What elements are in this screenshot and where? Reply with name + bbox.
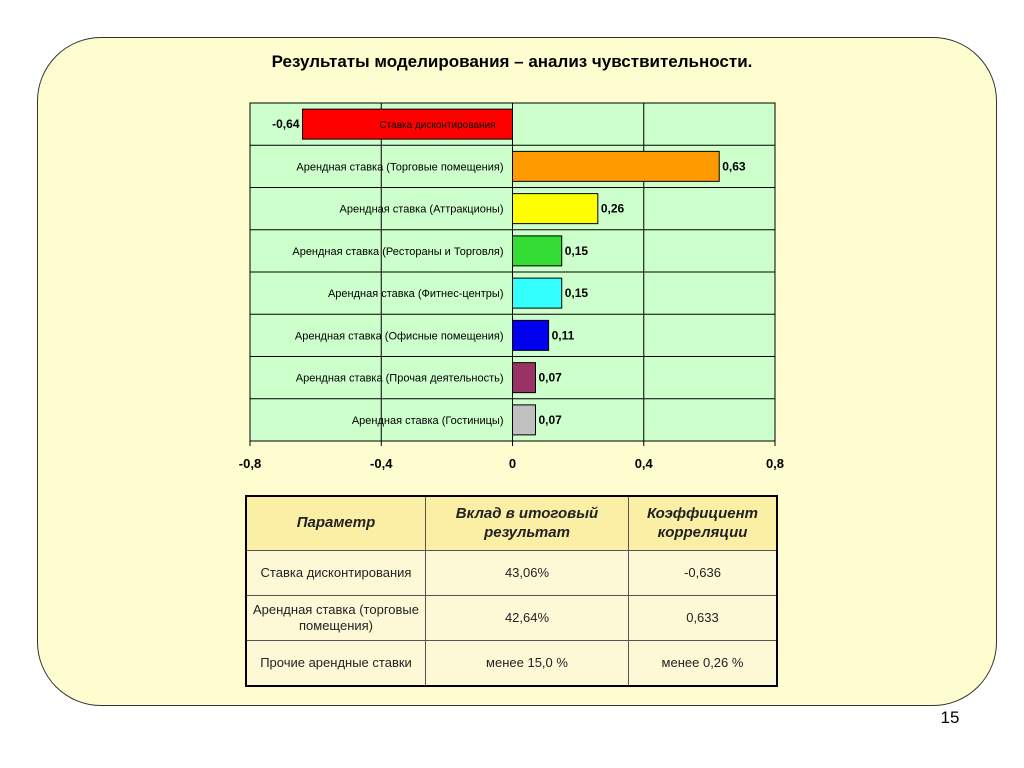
value-label: 0,07 bbox=[538, 412, 562, 427]
slide-title: Результаты моделирования – анализ чувствительности. bbox=[271, 52, 753, 71]
header-parameter: Параметр bbox=[246, 496, 426, 551]
value-label: -0,64 bbox=[272, 117, 300, 132]
bar bbox=[513, 278, 562, 308]
page-number: 15 bbox=[940, 708, 960, 727]
header-correlation: Коэффициент корреляции bbox=[629, 496, 778, 551]
category-label: Арендная ставка (Рестораны и Торговля) bbox=[292, 245, 504, 258]
value-label: 0,15 bbox=[564, 286, 589, 301]
x-tick-label: 0,4 bbox=[634, 456, 653, 471]
cell-correlation: 0,633 bbox=[629, 596, 778, 641]
bar bbox=[513, 363, 536, 393]
value-label: 0,15 bbox=[564, 243, 589, 258]
category-label: Ставка дисконтирования bbox=[379, 120, 496, 132]
cell-parameter: Прочие арендные ставки bbox=[246, 641, 426, 687]
bar bbox=[513, 405, 536, 435]
x-tick-label: 0 bbox=[508, 456, 517, 471]
category-label: Арендная ставка (Торговые помещения) bbox=[296, 161, 504, 174]
value-label: 0,26 bbox=[600, 201, 625, 216]
cell-parameter: Ставка дисконтирования bbox=[246, 551, 426, 596]
x-tick-label: -0,4 bbox=[370, 456, 393, 471]
value-label: 0,07 bbox=[538, 370, 562, 385]
category-label: Арендная ставка (Прочая деятельность) bbox=[295, 372, 504, 385]
cell-correlation: -0,636 bbox=[629, 551, 778, 596]
bar bbox=[513, 194, 598, 224]
table-row bbox=[246, 641, 777, 687]
table-row bbox=[246, 551, 777, 596]
category-label: Арендная ставка (Офисные помещения) bbox=[294, 330, 504, 343]
cell-contribution: менее 15,0 % bbox=[426, 641, 629, 687]
bar bbox=[513, 236, 562, 266]
header-contribution: Вклад в итоговый результат bbox=[426, 496, 629, 551]
category-label: Арендная ставка (Гостиницы) bbox=[351, 414, 504, 427]
table-row bbox=[246, 596, 777, 641]
bar bbox=[513, 320, 549, 350]
bar bbox=[513, 151, 720, 181]
table-header-row bbox=[246, 496, 777, 551]
value-label: 0,63 bbox=[722, 159, 746, 174]
category-label: Арендная ставка (Фитнес-центры) bbox=[327, 288, 504, 301]
cell-parameter: Арендная ставка (торговые помещения) bbox=[246, 596, 426, 641]
x-tick-label: 0,8 bbox=[765, 456, 785, 471]
cell-contribution: 43,06% bbox=[426, 551, 629, 596]
category-label: Арендная ставка (Аттракционы) bbox=[339, 203, 504, 216]
value-label: 0,11 bbox=[551, 328, 575, 343]
results-table bbox=[245, 495, 778, 687]
cell-correlation: менее 0,26 % bbox=[629, 641, 778, 687]
cell-contribution: 42,64% bbox=[426, 596, 629, 641]
x-tick-label: -0,8 bbox=[238, 456, 262, 471]
